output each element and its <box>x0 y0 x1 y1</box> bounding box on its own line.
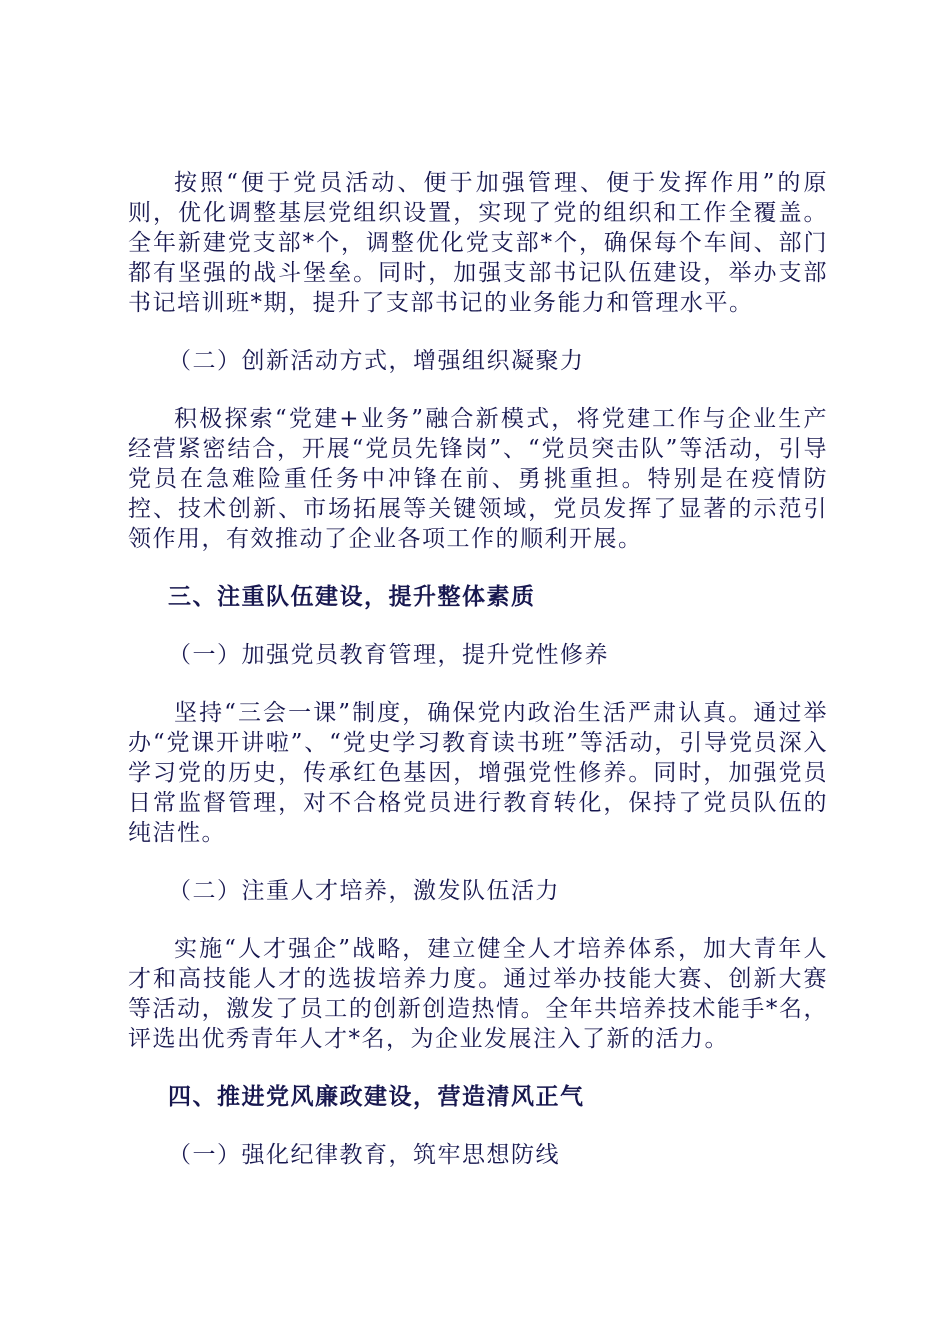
body-paragraph: 坚持“三会一课”制度，确保党内政治生活严肃认真。通过举办“党课开讲啦”、“党史学习教育读书班”等活动，引导党员深入学习党的历史，传承红色基因，增强党性修养。同时，加强党员日常监督管理，对不合格党员进行教育转化，保持了党员队伍的纯洁性。 <box>128 700 828 846</box>
subsection-title: （一）加强党员教育管理，提升党性修养 <box>168 642 609 668</box>
body-paragraph: 实施“人才强企”战略，建立健全人才培养体系，加大青年人才和高技能人才的选拔培养力度。通过举办技能大赛、创新大赛等活动，激发了员工的创新创造热情。全年共培养技术能手*名，评选出优秀青年人才*名，为企业发展注入了新的活力。 <box>128 936 828 1052</box>
body-paragraph: 按照“便于党员活动、便于加强管理、便于发挥作用”的原则，优化调整基层党组织设置，实现了党的组织和工作全覆盖。全年新建党支部*个，调整优化党支部*个，确保每个车间、部门都有坚强的战斗堡垒。同时，加强支部书记队伍建设，举办支部书记培训班*期，提升了支部书记的业务能力和管理水平。 <box>128 170 828 316</box>
section-heading: 三、注重队伍建设，提升整体素质 <box>168 583 536 610</box>
section-heading: 四、推进党风廉政建设，营造清风正气 <box>168 1083 585 1110</box>
subsection-title: （一）强化纪律教育，筑牢思想防线 <box>168 1142 560 1168</box>
document-body <box>128 168 828 1170</box>
subsection-title: （二）创新活动方式，增强组织凝聚力 <box>168 348 585 374</box>
body-paragraph: 积极探索“党建+业务”融合新模式，将党建工作与企业生产经营紧密结合，开展“党员先锋岗”、“党员突击队”等活动，引导党员在急难险重任务中冲锋在前、勇挑重担。特别是在疫情防控、技术创新、市场拓展等关键领域，党员发挥了显著的示范引领作用，有效推动了企业各项工作的顺利开展。 <box>128 406 828 552</box>
subsection-title: （二）注重人才培养，激发队伍活力 <box>168 878 560 904</box>
